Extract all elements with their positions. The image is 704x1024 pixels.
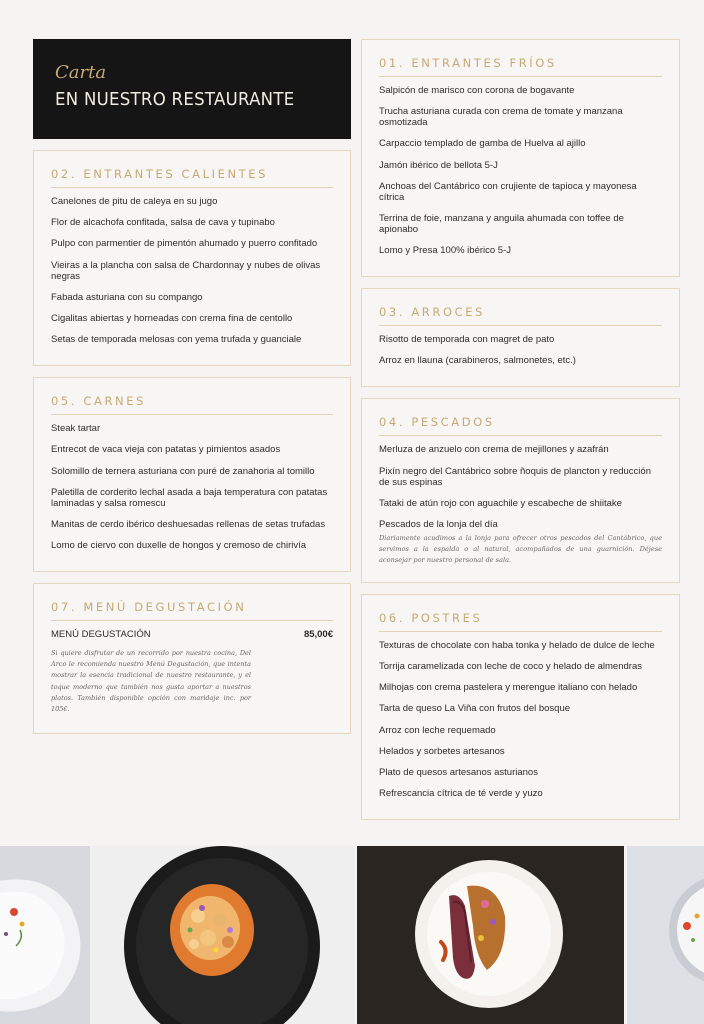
dish-item: Pulpo con parmentier de pimentón ahumado y puerro confitado bbox=[51, 238, 318, 250]
section-entrantes-frios bbox=[361, 39, 680, 277]
tasting-menu-name: MENÚ DEGUSTACIÓN bbox=[51, 629, 151, 641]
dish-item: Setas de temporada melosas con yema trufada y guanciale bbox=[51, 334, 302, 346]
dish-item: Cigalitas abiertas y horneadas con crema fina de centollo bbox=[51, 312, 293, 324]
tasting-menu-description: Si quiere disfrutar de un recorrido por nuestra cocina, Del Arco le recomienda nuestro Menú Degustación, que intenta mostrar la esencia tradicional de nuestro restaurante, y el toque moderno que también nos gusta aportar a nuestros platos. También disponible opción con maridaje inc. por 105€. bbox=[51, 649, 251, 714]
dish-list bbox=[379, 334, 662, 366]
dish-list bbox=[379, 640, 662, 799]
dish-item: Pixín negro del Cantábrico sobre ñoquis de plancton y reducción de sus espinas bbox=[379, 465, 651, 488]
hero-title: EN NUESTRO RESTAURANTE bbox=[55, 89, 295, 110]
section-entrantes-calientes bbox=[33, 150, 351, 366]
dish-item: Refrescancia cítrica de té verde y yuzo bbox=[379, 788, 543, 800]
dish-item: Terrina de foie, manzana y anguila ahumada con toffee de apionabo bbox=[379, 212, 624, 235]
section-arroces bbox=[361, 288, 680, 387]
section-postres bbox=[361, 594, 680, 820]
section-title: 04. PESCADOS bbox=[379, 415, 662, 436]
dish-item: Plato de quesos artesanos asturianos bbox=[379, 767, 538, 778]
section-menu-degustacion bbox=[33, 583, 351, 734]
left-column bbox=[33, 39, 351, 745]
dish-item: Paletilla de corderito lechal asada a baja temperatura con patatas laminadas y salsa romescu bbox=[51, 486, 328, 509]
right-column bbox=[361, 39, 680, 831]
section-title: 02. ENTRANTES CALIENTES bbox=[51, 167, 333, 188]
fish-of-day-note: Diariamente acudimos a la lonja para ofrecer otros pescados del Cantábrico, que servimos a la espalda o al natural, acompañados de una guarnición. Déjese aconsejar por nuestro personal de sala. bbox=[379, 533, 662, 564]
section-carnes bbox=[33, 377, 351, 572]
section-title: 01. ENTRANTES FRÍOS bbox=[379, 56, 662, 77]
dish-item: Fabada asturiana con su compango bbox=[51, 291, 203, 303]
tasting-menu-row bbox=[51, 629, 333, 640]
dish-item: Merluza de anzuelo con crema de mejillones y azafrán bbox=[379, 444, 609, 456]
hero-banner bbox=[33, 39, 351, 139]
dish-list bbox=[379, 444, 662, 530]
dish-item: Helados y sorbetes artesanos bbox=[379, 745, 505, 757]
dish-item: Steak tartar bbox=[51, 423, 101, 435]
dish-item: Canelones de pitu de caleya en su jugo bbox=[51, 196, 218, 207]
dish-list bbox=[379, 85, 662, 256]
dish-list bbox=[51, 196, 333, 345]
dish-photo-white-plate[interactable] bbox=[0, 846, 90, 1024]
dish-item: Salpicón de marisco con corona de bogavante bbox=[379, 85, 575, 96]
dish-item: Lomo y Presa 100% ibérico 5-J bbox=[379, 245, 512, 257]
dish-item: Flor de alcachofa confitada, salsa de cava y tupinabo bbox=[51, 217, 275, 229]
dish-item: Milhojas con crema pastelera y merengue italiano con helado bbox=[379, 682, 638, 694]
dish-item: Carpaccio templado de gamba de Huelva al ajillo bbox=[379, 138, 586, 150]
dish-item: Arroz en llauna (carabineros, salmonetes, etc.) bbox=[379, 355, 576, 367]
dish-item: Lomo de ciervo con duxelle de hongos y cremoso de chirivía bbox=[51, 540, 307, 552]
dish-list bbox=[51, 423, 333, 551]
hero-script-title: Carta bbox=[55, 62, 107, 83]
tasting-menu-price: 85,00€ bbox=[303, 629, 333, 641]
section-title: 06. POSTRES bbox=[379, 611, 662, 632]
dish-item: Torrija caramelizada con leche de coco y helado de almendras bbox=[379, 661, 642, 673]
dish-photo-duck-plate[interactable] bbox=[357, 846, 624, 1024]
dish-item: Entrecot de vaca vieja con patatas y pimientos asados bbox=[51, 444, 281, 456]
section-title: 07. MENÚ DEGUSTACIÓN bbox=[51, 600, 333, 621]
dish-item: Jamón ibérico de bellota 5-J bbox=[379, 159, 498, 171]
dish-item: Solomillo de ternera asturiana con puré de zanahoria al tomillo bbox=[51, 465, 315, 477]
dish-item: Pescados de la lonja del día bbox=[379, 518, 498, 530]
dish-item: Texturas de chocolate con haba tonka y helado de dulce de leche bbox=[379, 639, 655, 651]
dish-gallery bbox=[0, 846, 704, 1024]
dish-item: Anchoas del Cantábrico con crujiente de tapioca y mayonesa cítrica bbox=[379, 180, 637, 203]
section-title: 05. CARNES bbox=[51, 394, 333, 415]
dish-item: Trucha asturiana curada con crema de tomate y manzana osmotizada bbox=[379, 106, 623, 129]
dish-photo-edge-plate[interactable] bbox=[627, 846, 704, 1024]
dish-photo-black-plate[interactable] bbox=[90, 846, 354, 1024]
dish-item: Manitas de cerdo ibérico deshuesadas rellenas de setas trufadas bbox=[51, 518, 326, 530]
section-pescados bbox=[361, 398, 680, 583]
dish-item: Risotto de temporada con magret de pato bbox=[379, 334, 555, 346]
dish-item: Tarta de queso La Viña con frutos del bosque bbox=[379, 703, 571, 715]
section-title: 03. ARROCES bbox=[379, 305, 662, 326]
dish-item: Arroz con leche requemado bbox=[379, 724, 496, 736]
dish-item: Tataki de atún rojo con aguachile y escabeche de shiitake bbox=[379, 497, 622, 509]
dish-item: Vieiras a la plancha con salsa de Chardonnay y nubes de olivas negras bbox=[51, 259, 321, 282]
